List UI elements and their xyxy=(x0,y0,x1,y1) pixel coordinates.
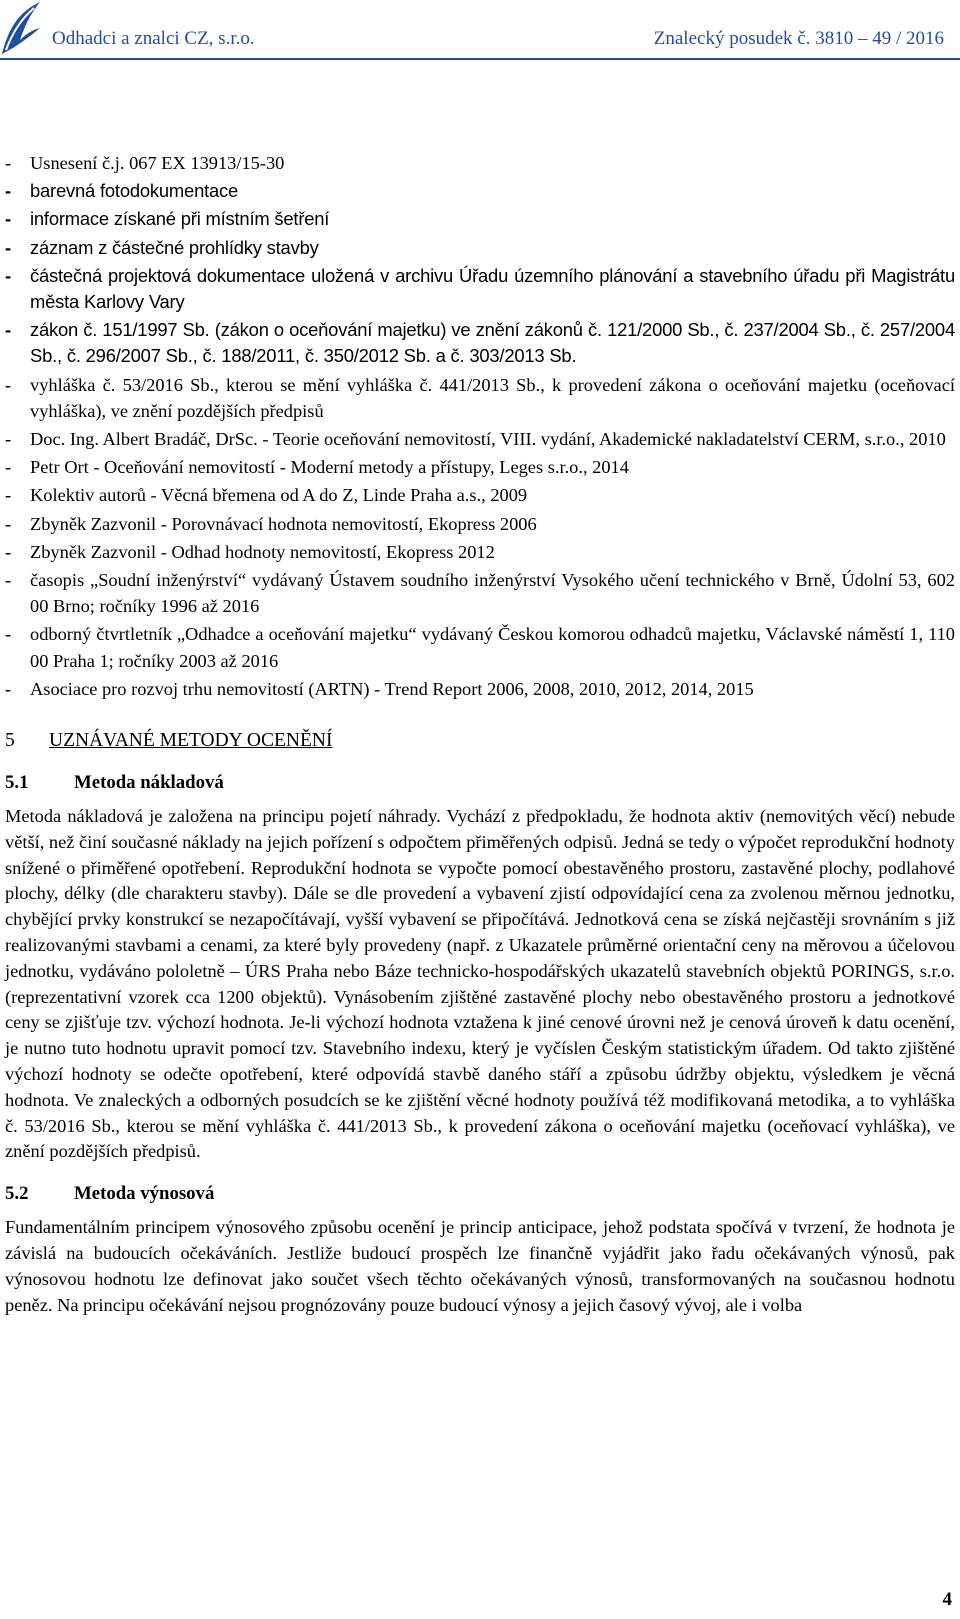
subsection-number: 5.1 xyxy=(5,772,29,794)
paragraph: Metoda nákladová je založena na principu pojetí náhrady. Vychází z předpokladu, že hodnota aktiv (nemovitých věcí) nebude větší, než činí současné náklady na jejich pořízení s odpočtem přiměřených odpisů. Jedná se tedy o výpočet reprodukční hodnoty snížené o přiměřené opotřebení. Reprodukční hodnota se vypočte pomocí obestavěného prostoru, zastavěné plochy, podlahové plochy, délky (dle charakteru stavby). Dále se dle provedení a vybavení zjistí odpovídající cena za zvolenou měrnou jednotku, chybějící prvky konstrukcí se nezapočítávají, vyšší vybavení se připočítává. Jednotková cena se získá nejčastěji srovnáním s již realizovanými stavbami a cenami, za které byly provedeny (např. z Ukazatele průměrné orientační ceny na měrovou a účelovou jednotku, vydáváno pololetně – ÚRS Praha nebo Báze technicko-hospodářských ukazatelů stavebních objektů PORINGS, s.r.o. (reprezentativní vzorek cca 1200 objektů). Vynásobením zjištěné zastavěné plochy nebo obestavěného prostoru a jednotkové ceny se zjišťuje tzv. výchozí hodnota. Je-li výchozí hodnota vztažena k jiné cenové úrovni než je cenová úroveň k datu ocenění, je nutno tuto hodnotu upravit pomocí tzv. Stavebního indexu, který je vyčíslen Českým statistickým úřadem. Od takto zjištěné výchozí hodnoty se odečte opotřebení, které odpovídá stavbě daného stáří a způsobu údržby objektu, výsledkem je věcná hodnota. Ve znaleckých a odborných posudcích se ke zjištění věcné hodnoty používá též modifikovaná metodika, a to vyhláška č. 53/2016 Sb., kterou se mění vyhláška č. 441/2013 Sb., k provedení zákona o oceňování majetku (oceňovací vyhláška), ve znění pozdějších předpisů. xyxy=(5,806,955,1162)
reference-list xyxy=(5,150,955,702)
document-body xyxy=(5,150,955,1318)
list-item: - Petr Ort - Oceňování nemovitostí - Moderní metody a přístupy, Leges s.r.o., 2014 xyxy=(5,454,955,480)
section-title: UZNÁVANÉ METODY OCENĚNÍ xyxy=(49,730,333,752)
list-item: - záznam z částečné prohlídky stavby xyxy=(5,235,955,261)
list-item: - Kolektiv autorů - Věcná břemena od A do Z, Linde Praha a.s., 2009 xyxy=(5,482,955,508)
list-item: - zákon č. 151/1997 Sb. (zákon o oceňování majetku) ve znění zákonů č. 121/2000 Sb., č. 237/2004 Sb., č. 257/2004 Sb., č. 296/2007 Sb., č. 188/2011, č. 350/2012 Sb. a č. 303/2013 Sb. xyxy=(5,317,955,369)
list-item: - barevná fotodokumentace xyxy=(5,178,955,204)
list-item: - odborný čtvrtletník „Odhadce a oceňování majetku“ vydávaný Českou komorou odhadců majetku, Václavské náměstí 1, 110 00 Praha 1; ročníky 2003 až 2016 xyxy=(5,621,955,673)
subsection-title: Metoda nákladová xyxy=(74,772,224,794)
section-number: 5 xyxy=(5,730,15,752)
company-name: Odhadci a znalci CZ, s.r.o. xyxy=(52,28,255,49)
list-item: - časopis „Soudní inženýrství“ vydávaný Ústavem soudního inženýrství Vysokého učení technického v Brně, Údolní 53, 602 00 Brno; ročníky 1996 až 2016 xyxy=(5,567,955,619)
report-number: Znalecký posudek č. 3810 – 49 / 2016 xyxy=(653,28,944,49)
page-header xyxy=(0,0,960,62)
paragraph: Fundamentálním principem výnosového způsobu ocenění je princip anticipace, jehož podstata spočívá v tvrzení, že hodnota je závislá na budoucích očekáváních. Jestliže budoucí prospěch lze finančně vyjádřit jako řadu očekávaných výnosů, pak výnosovou hodnotu lze definovat jako součet všech těchto očekávaných výnosů, transformovaných na současnou hodnotu peněz. Na principu očekávání nejsou prognózovány pouze budoucí výnosy a jejich časový vývoj, ale i volba xyxy=(5,1217,955,1315)
page-number: 4 xyxy=(942,1589,952,1610)
subsection-heading xyxy=(5,1181,955,1207)
list-item: - Zbyněk Zazvonil - Porovnávací hodnota nemovitostí, Ekopress 2006 xyxy=(5,511,955,537)
list-item: - Asociace pro rozvoj trhu nemovitostí (ARTN) - Trend Report 2006, 2008, 2010, 2012, 2014, 2015 xyxy=(5,676,955,702)
subsection-number: 5.2 xyxy=(5,1183,29,1205)
list-item: - částečná projektová dokumentace uložená v archivu Úřadu územního plánování a stavebního úřadu při Magistrátu města Karlovy Vary xyxy=(5,263,955,315)
list-item: - Zbyněk Zazvonil - Odhad hodnoty nemovitostí, Ekopress 2012 xyxy=(5,539,955,565)
header-divider xyxy=(0,58,960,60)
subsection-heading xyxy=(5,770,955,796)
section-heading xyxy=(5,728,955,754)
list-item: - vyhláška č. 53/2016 Sb., kterou se mění vyhláška č. 441/2013 Sb., k provedení zákona o oceňování majetku (oceňovací vyhláška), ve znění pozdějších předpisů xyxy=(5,372,955,424)
company-logo-icon xyxy=(0,0,44,56)
list-item: - informace získané při místním šetření xyxy=(5,206,955,232)
list-item: - Usnesení č.j. 067 EX 13913/15-30 xyxy=(5,150,955,176)
subsection-title: Metoda výnosová xyxy=(74,1183,215,1205)
list-item: - Doc. Ing. Albert Bradáč, DrSc. - Teorie oceňování nemovitostí, VIII. vydání, Akademické nakladatelství CERM, s.r.o., 2010 xyxy=(5,426,955,452)
